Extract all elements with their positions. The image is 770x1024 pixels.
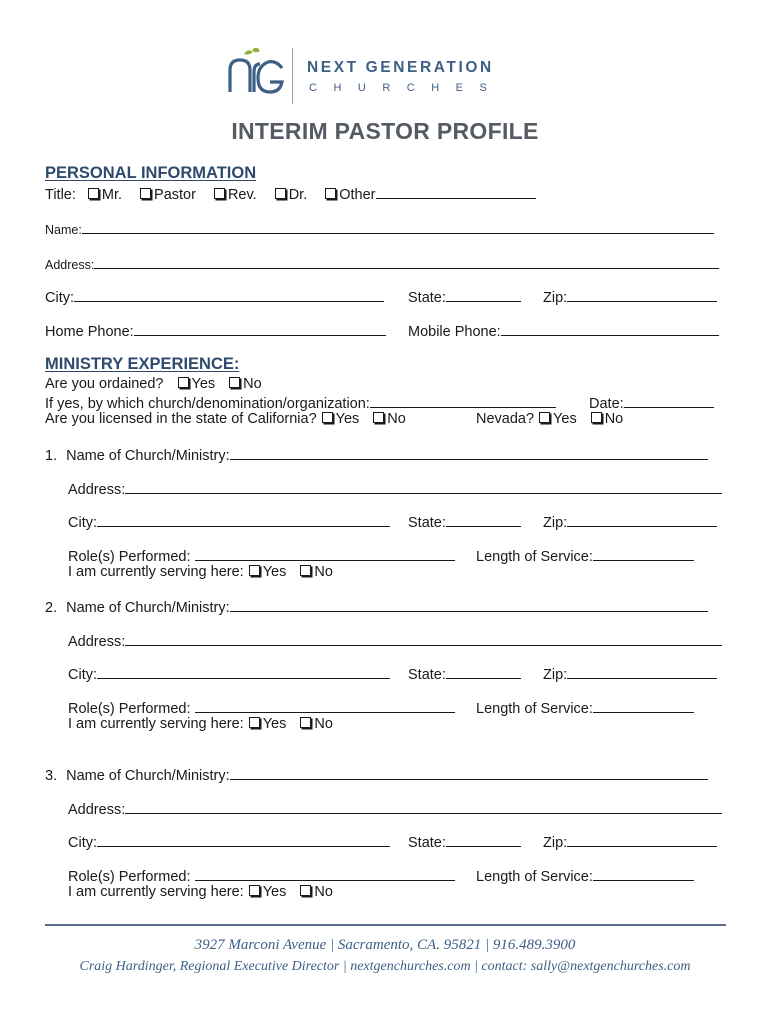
date-label: Date: <box>589 396 624 412</box>
state-label: State: <box>408 290 446 306</box>
entry-name-row <box>45 598 708 617</box>
footer-contact: Craig Hardinger, Regional Executive Director | nextgenchurches.com | contact: sally@nextgenchurches.com <box>79 959 691 974</box>
title-option-mr[interactable]: Mr. <box>88 187 122 204</box>
checkbox-icon[interactable] <box>322 412 333 423</box>
state-field[interactable] <box>446 288 521 302</box>
roles-field[interactable] <box>195 867 455 881</box>
church-name-field[interactable] <box>230 766 708 780</box>
entry-length-row <box>476 699 694 718</box>
ordained-by-question: If yes, by which church/denomination/organization: <box>45 396 370 412</box>
nevada-yes[interactable]: Yes <box>539 411 577 428</box>
length-field[interactable] <box>593 547 694 561</box>
ordained-row <box>45 376 262 393</box>
roles-label: Role(s) Performed: <box>68 549 191 565</box>
footer-divider <box>45 924 726 926</box>
title-option-dr[interactable]: Dr. <box>275 187 308 204</box>
checkbox-icon[interactable] <box>249 717 260 728</box>
serving-question: I am currently serving here: <box>68 884 244 900</box>
church-zip-label: Zip: <box>543 835 568 851</box>
church-address-label: Address: <box>68 802 126 818</box>
personal-info-heading: PERSONAL INFORMATION <box>45 164 257 182</box>
church-city-label: City: <box>68 667 97 683</box>
footer-address: 3927 Marconi Avenue | Sacramento, CA. 95821 | 916.489.3900 <box>194 937 576 953</box>
serving-no[interactable]: No <box>300 884 333 901</box>
entry-number: 3. <box>45 768 58 784</box>
address-field[interactable] <box>94 255 719 269</box>
church-address-label: Address: <box>68 482 126 498</box>
checkbox-icon[interactable] <box>229 377 240 388</box>
ordained-yes[interactable]: Yes <box>178 376 216 393</box>
church-name-field[interactable] <box>230 446 708 460</box>
title-row <box>45 185 536 204</box>
church-address-field[interactable] <box>125 632 722 646</box>
church-zip-label: Zip: <box>543 667 568 683</box>
mobile-phone-field[interactable] <box>501 322 719 336</box>
zip-field[interactable] <box>567 288 717 302</box>
entry-state-row <box>408 833 521 852</box>
church-state-label: State: <box>408 515 446 531</box>
entry-city-row <box>68 665 390 684</box>
brand-subtitle: CHURCHES <box>309 82 504 94</box>
church-city-field[interactable] <box>97 665 390 679</box>
entry-address-row <box>68 480 722 499</box>
entry-number: 1. <box>45 448 58 464</box>
zip-label: Zip: <box>543 290 568 306</box>
entry-serving-row <box>68 564 333 581</box>
serving-yes[interactable]: Yes <box>249 564 287 581</box>
church-name-label: Name of Church/Ministry: <box>66 448 230 464</box>
checkbox-icon[interactable] <box>373 412 384 423</box>
logo <box>226 46 288 98</box>
church-zip-field[interactable] <box>567 833 717 847</box>
licensed-row <box>45 411 406 428</box>
church-city-label: City: <box>68 835 97 851</box>
church-city-field[interactable] <box>97 833 390 847</box>
checkbox-icon[interactable] <box>300 565 311 576</box>
church-address-field[interactable] <box>125 800 722 814</box>
serving-no[interactable]: No <box>300 564 333 581</box>
church-address-field[interactable] <box>125 480 722 494</box>
ordained-by-field[interactable] <box>370 394 556 408</box>
zip-row <box>543 288 717 307</box>
name-field[interactable] <box>82 220 714 234</box>
serving-question: I am currently serving here: <box>68 564 244 580</box>
state-row <box>408 288 521 307</box>
church-name-label: Name of Church/Ministry: <box>66 600 230 616</box>
ministry-heading: MINISTRY EXPERIENCE: <box>45 355 240 373</box>
address-label: Address: <box>45 258 95 272</box>
checkbox-icon[interactable] <box>249 885 260 896</box>
mobile-phone-row <box>408 322 719 341</box>
length-field[interactable] <box>593 867 694 881</box>
licensed-question: Are you licensed in the state of California? <box>45 411 317 427</box>
ordained-no[interactable]: No <box>229 376 262 393</box>
serving-yes[interactable]: Yes <box>249 884 287 901</box>
address-row <box>45 255 719 274</box>
church-address-label: Address: <box>68 634 126 650</box>
home-phone-row <box>45 322 386 341</box>
roles-label: Role(s) Performed: <box>68 869 191 885</box>
entry-address-row <box>68 800 722 819</box>
checkbox-icon[interactable] <box>275 188 286 199</box>
length-label: Length of Service: <box>476 701 593 717</box>
church-state-field[interactable] <box>446 665 521 679</box>
home-phone-label: Home Phone: <box>45 324 134 340</box>
church-city-field[interactable] <box>97 513 390 527</box>
church-state-label: State: <box>408 835 446 851</box>
title-option-other[interactable]: Other <box>325 187 375 204</box>
church-name-field[interactable] <box>230 598 708 612</box>
checkbox-icon[interactable] <box>300 717 311 728</box>
entry-state-row <box>408 513 521 532</box>
entry-state-row <box>408 665 521 684</box>
checkbox-icon[interactable] <box>300 885 311 896</box>
city-field[interactable] <box>74 288 384 302</box>
entry-serving-row <box>68 884 333 901</box>
brand-name: NEXT GENERATION <box>307 59 494 76</box>
entry-zip-row <box>543 513 717 532</box>
name-label: Name: <box>45 223 82 237</box>
ordained-question: Are you ordained? <box>45 376 164 392</box>
serving-yes[interactable]: Yes <box>249 716 287 733</box>
checkbox-icon[interactable] <box>591 412 602 423</box>
entry-length-row <box>476 867 694 886</box>
logo-divider <box>292 48 293 104</box>
entry-city-row <box>68 513 390 532</box>
checkbox-icon[interactable] <box>539 412 550 423</box>
entry-address-row <box>68 632 722 651</box>
california-no[interactable]: No <box>373 411 406 428</box>
entry-zip-row <box>543 833 717 852</box>
church-zip-label: Zip: <box>543 515 568 531</box>
roles-label: Role(s) Performed: <box>68 701 191 717</box>
nevada-question: Nevada? <box>476 411 535 427</box>
title-option-rev[interactable]: Rev. <box>214 187 257 204</box>
ng-logo-icon <box>226 46 288 98</box>
city-label: City: <box>45 290 74 306</box>
entry-name-row <box>45 766 708 785</box>
checkbox-icon[interactable] <box>325 188 336 199</box>
city-row <box>45 288 384 307</box>
church-zip-field[interactable] <box>567 513 717 527</box>
other-title-field[interactable] <box>376 185 536 199</box>
church-state-label: State: <box>408 667 446 683</box>
entry-name-row <box>45 446 708 465</box>
roles-field[interactable] <box>195 699 455 713</box>
entry-number: 2. <box>45 600 58 616</box>
church-state-field[interactable] <box>446 833 521 847</box>
church-state-field[interactable] <box>446 513 521 527</box>
length-label: Length of Service: <box>476 869 593 885</box>
church-zip-field[interactable] <box>567 665 717 679</box>
entry-length-row <box>476 547 694 566</box>
entry-city-row <box>68 833 390 852</box>
roles-field[interactable] <box>195 547 455 561</box>
length-field[interactable] <box>593 699 694 713</box>
serving-question: I am currently serving here: <box>68 716 244 732</box>
church-city-label: City: <box>68 515 97 531</box>
california-yes[interactable]: Yes <box>322 411 360 428</box>
checkbox-icon[interactable] <box>178 377 189 388</box>
serving-no[interactable]: No <box>300 716 333 733</box>
entry-serving-row <box>68 716 333 733</box>
nevada-row <box>476 411 623 428</box>
home-phone-field[interactable] <box>134 322 386 336</box>
mobile-phone-label: Mobile Phone: <box>408 324 501 340</box>
checkbox-icon[interactable] <box>249 565 260 576</box>
form-title: INTERIM PASTOR PROFILE <box>231 118 539 144</box>
checkbox-icon[interactable] <box>140 188 151 199</box>
title-option-pastor[interactable]: Pastor <box>140 187 196 204</box>
checkbox-icon[interactable] <box>214 188 225 199</box>
nevada-no[interactable]: No <box>591 411 624 428</box>
name-row <box>45 220 714 239</box>
church-name-label: Name of Church/Ministry: <box>66 768 230 784</box>
checkbox-icon[interactable] <box>88 188 99 199</box>
length-label: Length of Service: <box>476 549 593 565</box>
entry-zip-row <box>543 665 717 684</box>
title-label: Title: <box>45 187 76 203</box>
ordained-date-field[interactable] <box>624 394 714 408</box>
